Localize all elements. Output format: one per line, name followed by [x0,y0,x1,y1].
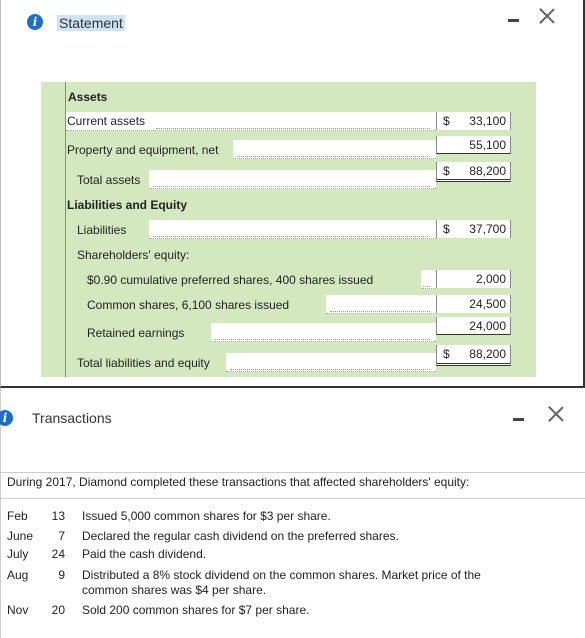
transaction-month: June [7,529,34,543]
ppe-label: Property and equipment, net [67,143,219,157]
transaction-day: 24 [51,547,65,561]
liabilities-dots-cell [149,220,436,239]
leader-dots [156,112,430,129]
sh-equity-label: Shareholders' equity: [77,248,190,262]
window-title: Transactions [32,410,112,426]
transaction-text: Declared the regular cash dividend on the preferred shares. [82,529,399,543]
transaction-text: Sold 200 common shares for $7 per share. [82,603,310,617]
info-icon: i [0,410,13,426]
dollar-sign: $ [443,222,450,236]
preferred-value: 2,000 [475,272,506,286]
dollar-sign: $ [443,164,450,178]
balance-sheet [41,82,536,377]
transactions-window [0,388,585,638]
liabilities-value: 37,700 [469,222,506,236]
liabilities-label: Liabilities [77,223,127,237]
total-assets-label: Total assets [77,173,141,187]
transaction-month: Nov [7,603,29,617]
leader-dots [423,270,430,287]
leader-dots [153,220,430,237]
transaction-day: 13 [51,509,65,523]
assets-heading: Assets [68,90,108,104]
transaction-month: Aug [7,568,29,582]
statement-titlebar [1,0,583,44]
common-amount [436,295,511,313]
transaction-text-continued: common shares was $4 per share. [82,583,267,597]
total-assets-value: 88,200 [469,164,506,178]
close-icon[interactable] [548,406,564,422]
window-title: Statement [59,15,123,31]
minimize-icon[interactable] [513,418,524,421]
retained-label: Retained earnings [87,326,185,340]
leader-dots [237,140,430,157]
divider [1,472,585,473]
close-icon[interactable] [539,8,555,24]
current-assets-value: 33,100 [469,114,506,128]
ppe-dots-cell [233,140,436,159]
ppe-value: 55,100 [469,138,506,152]
leader-dots [215,323,430,340]
transaction-text: Issued 5,000 common shares for $3 per share. [82,509,331,523]
common-label: Common shares, 6,100 shares issued [87,298,290,312]
transaction-text: Paid the cash dividend. [82,547,207,561]
liabilities-amount [436,220,511,238]
leader-dots [153,170,430,187]
ppe-amount [436,136,511,154]
current-assets-row [66,112,436,131]
common-dots-cell [326,295,436,314]
preferred-dots-cell [421,270,436,289]
dollar-sign: $ [443,347,450,361]
info-icon: i [27,14,43,30]
transaction-month: July [7,547,29,561]
retained-value: 24,000 [469,319,506,333]
leader-dots [230,353,430,370]
total-assets-amount [436,162,511,182]
current-assets-amount [436,112,511,130]
preferred-amount [436,270,511,288]
transaction-month: Feb [7,509,28,523]
total-le-amount [436,345,511,366]
retained-amount [436,317,511,335]
transaction-day: 7 [58,529,65,543]
liab-equity-heading: Liabilities and Equity [67,198,188,212]
total-le-value: 88,200 [469,347,506,361]
total-le-dots-cell [226,353,436,372]
minimize-icon[interactable] [508,19,519,22]
total-assets-dots-cell [149,170,436,189]
retained-dots-cell [211,323,436,342]
current-assets-label: Current assets [67,114,146,128]
common-value: 24,500 [469,297,506,311]
transaction-day: 20 [51,603,65,617]
transaction-text: Distributed a 8% stock dividend on the common shares. Market price of the [82,568,481,582]
intro-text: During 2017, Diamond completed these transactions that affected shareholders' equity: [7,475,470,489]
divider [1,498,585,499]
leader-dots [330,295,430,312]
preferred-label: $0.90 cumulative preferred shares, 400 shares issued [87,273,374,287]
transaction-day: 9 [58,568,65,582]
total-le-label: Total liabilities and equity [77,356,210,370]
dollar-sign: $ [443,114,450,128]
